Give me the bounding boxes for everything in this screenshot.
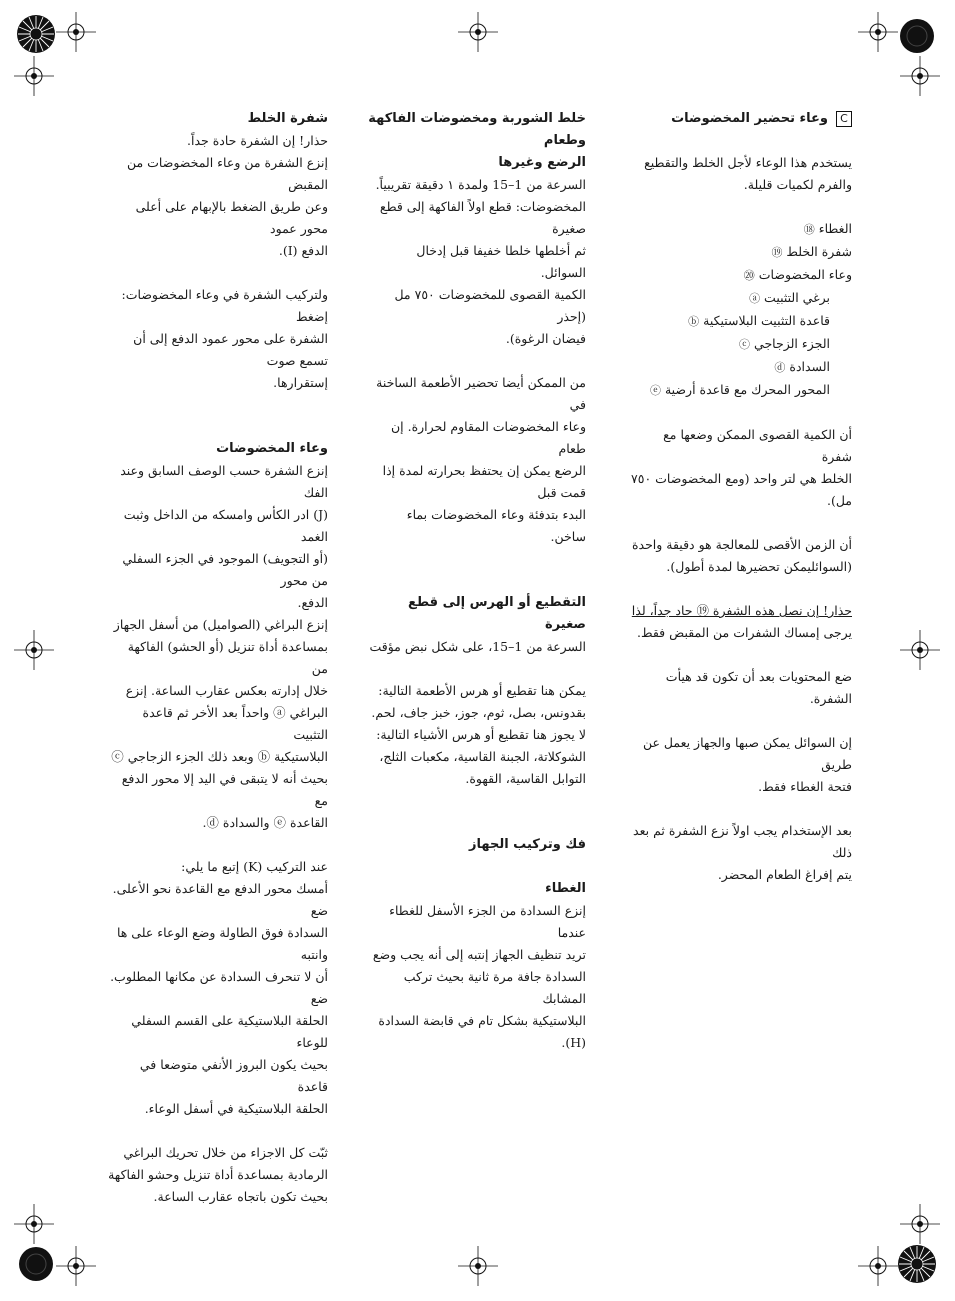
sub-list-item-letter: ⓒ [739, 338, 751, 351]
sub-list-item-letter: ⓔ [649, 384, 661, 397]
paragraph-line: أن الكمية القصوى الممكن وضعها مع شفرة [663, 427, 852, 464]
paragraph-line: الرمادية بمساعدة أداة تنزيل وحشو الفاكهة [108, 1167, 328, 1182]
paragraph-line: الشوكلاتة، الجبنة القاسية، مكعبات الثلج، [379, 749, 586, 764]
crosshair-mark-icon [458, 1246, 498, 1286]
paragraph-line: يتم إفراغ الطعام المحضر. [717, 867, 852, 882]
list-item-number: ⑱ [803, 223, 815, 236]
paragraph-line: عند التركيب (K) إتبع ما يلي: [181, 859, 328, 874]
sub-list-item-letter: ⓑ [688, 315, 700, 328]
paragraph-line: الحلقة البلاستيكية في أسفل الوعاء. [144, 1101, 328, 1116]
crosshair-mark-icon [56, 1246, 96, 1286]
section-heading-container [630, 108, 852, 130]
crosshair-mark-icon [900, 630, 940, 670]
intro-line: يستخدم هذا الوعاء لأجل الخلط والتقطيع [644, 155, 852, 170]
paragraph-line: بعد الإستخدام يجب اولاً نزع الشفرة ثم بعد ذلك [633, 823, 852, 860]
paragraph-line: يمكن هنا تقطيع أو هرس الأطعمة التالية: [378, 683, 586, 698]
paragraph-line: لا يجوز هنا تقطيع أو هرس الأشياء التالية: [376, 727, 586, 742]
paragraph-line: المخضوضات: قطع اولاً الفاكهة إلى قطع صغيرة [379, 199, 586, 236]
crosshair-mark-icon [858, 1246, 898, 1286]
list-item [630, 241, 852, 264]
section-heading: التقطيع أو الهرس إلى قطع صغيرة [408, 595, 586, 632]
paragraph-line: بحيث يكون البروز الأنفي متوضعا في قاعدة [139, 1057, 328, 1094]
starburst-registration-mark-icon [893, 1240, 941, 1288]
paragraph-line: السرعة من 1–15، على شكل نبض مؤقت [369, 639, 586, 654]
sub-list-item-letter: ⓐ [749, 292, 761, 305]
paragraph-line: إستقرارها. [273, 375, 328, 390]
paragraph-line: السدادة جافة مرة ثانية بحيث تركب المشابك [403, 969, 586, 1006]
crosshair-mark-icon [900, 1204, 940, 1244]
solid-registration-mark-icon [12, 1240, 60, 1288]
sub-list-item [630, 310, 852, 333]
section-heading: وعاء المخضوضات [216, 441, 328, 456]
paragraph-line: فيضان الرغوة). [505, 331, 586, 346]
list-item-number: ⑲ [771, 246, 783, 259]
column-3 [108, 108, 328, 1208]
paragraph-line: القاعدة ⓔ والسدادة ⓓ. [202, 815, 328, 830]
paragraph-line: الدفع (I). [278, 243, 328, 258]
paragraph-line: الرضع يمكن إن يحتفظ بحرارته لمدة إذا قمت قبل [382, 463, 586, 500]
paragraph-line: السدادة فوق الطاولة وضع الوعاء على ها وانتبه [116, 925, 328, 962]
sub-heading: الغطاء [545, 881, 586, 896]
paragraph-line: السرعة من 1–15 ولمدة ١ دقيقة تقريبياً. [375, 177, 586, 192]
paragraph-line: من الممكن أيضا تحضير الأطعمة الساخنة في [376, 375, 586, 412]
crosshair-mark-icon [900, 56, 940, 96]
crosshair-mark-icon [14, 56, 54, 96]
list-item-number: ⑳ [743, 269, 755, 282]
paragraph-line: وعن طريق الضغط بالإبهام على أعلى محور عمود [135, 199, 328, 236]
paragraph-line: إنزع الشفرة حسب الوصف السابق وعند الفك [120, 463, 328, 500]
intro-line: والفرم لكميات قليلة. [743, 177, 852, 192]
solid-registration-mark-icon [893, 12, 941, 60]
column-1 [630, 108, 852, 886]
paragraph-line: الحلقة البلاستيكية على القسم السفلي للوعاء [131, 1013, 328, 1050]
paragraph-line: ثبّت كل الاجزاء من خلال تحريك البراغي [123, 1145, 328, 1160]
crosshair-mark-icon [14, 1204, 54, 1244]
list-item-label: الغطاء [818, 221, 852, 236]
paragraph-line: التوابل القاسية، القهوة. [465, 771, 586, 786]
list-item [630, 218, 852, 241]
paragraph-line: إنزع السدادة من الجزء الأسفل للغطاء عندما [389, 903, 586, 940]
paragraph-line: البراغي ⓐ واحداً بعد الأخر ثم قاعدة التثبيت [142, 705, 328, 742]
section-heading: فك وتركيب الجهاز [469, 837, 586, 852]
paragraph-line: (السوائليمكن تحضيرها لمدة أطول). [666, 559, 852, 574]
starburst-registration-mark-icon [12, 10, 60, 58]
list-item-label: وعاء المخضوضات [758, 267, 852, 282]
sub-list-item [630, 287, 852, 310]
sub-list-item-letter: ⓓ [774, 361, 786, 374]
sub-list-item-label: قاعدة التثبيت البلاستيكية [703, 313, 830, 328]
section-heading: شفرة الخلط [247, 111, 328, 126]
section-label-box: C [836, 111, 852, 127]
paragraph-line: بقدونس، بصل، ثوم، جوز، خبز جاف، لحم. [371, 705, 586, 720]
paragraph-line: (أو التجويف) الموجود في الجزء السفلي من محور [122, 551, 328, 588]
paragraph-line: البدء بتدفئة وعاء المخضوضات بماء ساخن. [406, 507, 586, 544]
paragraph-line: البلاستيكية بشكل تام في قابضة السدادة (H). [378, 1013, 586, 1050]
sub-list-item [630, 356, 852, 379]
paragraph-line: أن الزمن الأقصى للمعالجة هو دقيقة واحدة [631, 537, 852, 552]
crosshair-mark-icon [858, 12, 898, 52]
paragraph-line: فتحة الغطاء فقط. [758, 779, 852, 794]
paragraph-line: أمسك محور الدفع مع القاعدة نحو الأعلى. ضع [112, 881, 328, 918]
paragraph-line: وعاء المخضوضات المقاوم لحرارة. إن طعام [390, 419, 586, 456]
paragraph-line: (J) ادر الكأس وامسكه من الداخل وثبت الغمد [123, 507, 328, 544]
paragraph-line: ثم أخلطها خلطا خفيفا قبل إدخال السوائل. [416, 243, 586, 280]
column-2 [368, 108, 586, 1054]
paragraph-line: خلال إدارته بعكس عقارب الساعة. إنزع [125, 683, 328, 698]
sub-list-item-label: برغي التثبيت [764, 290, 830, 305]
paragraph-line: ولتركيب الشفرة في وعاء المخضوضات: إضغط [121, 287, 328, 324]
paragraph-line: إن السوائل يمكن صبها والجهاز يعمل عن طريق [642, 735, 852, 772]
sub-list-item-label: السدادة [789, 359, 830, 374]
paragraph-line: الدفع. [297, 595, 328, 610]
paragraph-line: ضع المحتويات بعد أن تكون قد هيأت الشفرة. [665, 669, 852, 706]
list-item-label: شفرة الخلط [786, 244, 852, 259]
paragraph-line: حذار! إن الشفرة حادة جداً. [187, 133, 328, 148]
list-item [630, 264, 852, 287]
paragraph-line: بحيث أنه لا يتبقى في اليد إلا محور الدفع مع [121, 771, 328, 808]
sub-list-item-label: المحور المحرك مع قاعدة أرضية [664, 382, 830, 397]
crosshair-mark-icon [458, 12, 498, 52]
warning-line: يرجى إمساك الشفرات من المقبض فقط. [637, 625, 852, 640]
section-heading: وعاء تحضير المخضوضات [671, 111, 828, 126]
paragraph-line: الشفرة على محور عمود الدفع إلى أن تسمع صوت [133, 331, 328, 368]
sub-list-item [630, 333, 852, 356]
section-heading: خلط الشوربة ومخضوضات الفاكهة وطعام [368, 111, 586, 148]
sub-list-item-label: الجزء الزجاجي [754, 336, 830, 351]
paragraph-line: البلاستيكية ⓑ وبعد ذلك الجزء الزجاجي ⓒ [111, 749, 328, 764]
paragraph-line: الكمية القصوى للمخضوضات ٧٥٠ مل (إحذر [394, 287, 586, 324]
paragraph-line: إنزع البراغي (الصواميل) من أسفل الجهاز [113, 617, 328, 632]
paragraph-line: بمساعدة أداة تنزيل (أو الحشو) الفاكهة من [127, 639, 328, 676]
paragraph-line: تريد تنظيف الجهاز إنتبه إلى أنه يجب وضع [372, 947, 586, 962]
paragraph-line: أن لا تنحرف السدادة عن مكانها المطلوب. ضع [110, 969, 328, 1006]
crosshair-mark-icon [14, 630, 54, 670]
paragraph-line: بحيث تكون باتجاه عقارب الساعة. [153, 1189, 328, 1204]
sub-list-item [630, 379, 852, 402]
warning-line: حذار! إن نصل هذه الشفرة ⑲ حاد جداً، لذا [631, 603, 852, 618]
crosshair-mark-icon [56, 12, 96, 52]
paragraph-line: إنزع الشفرة من وعاء المخضوضات من المقبض [126, 155, 328, 192]
section-heading: الرضع وغيرها [498, 155, 586, 170]
paragraph-line: الخلط هي لتر واحد (ومع المخضوضات ٧٥٠ مل). [631, 471, 852, 508]
